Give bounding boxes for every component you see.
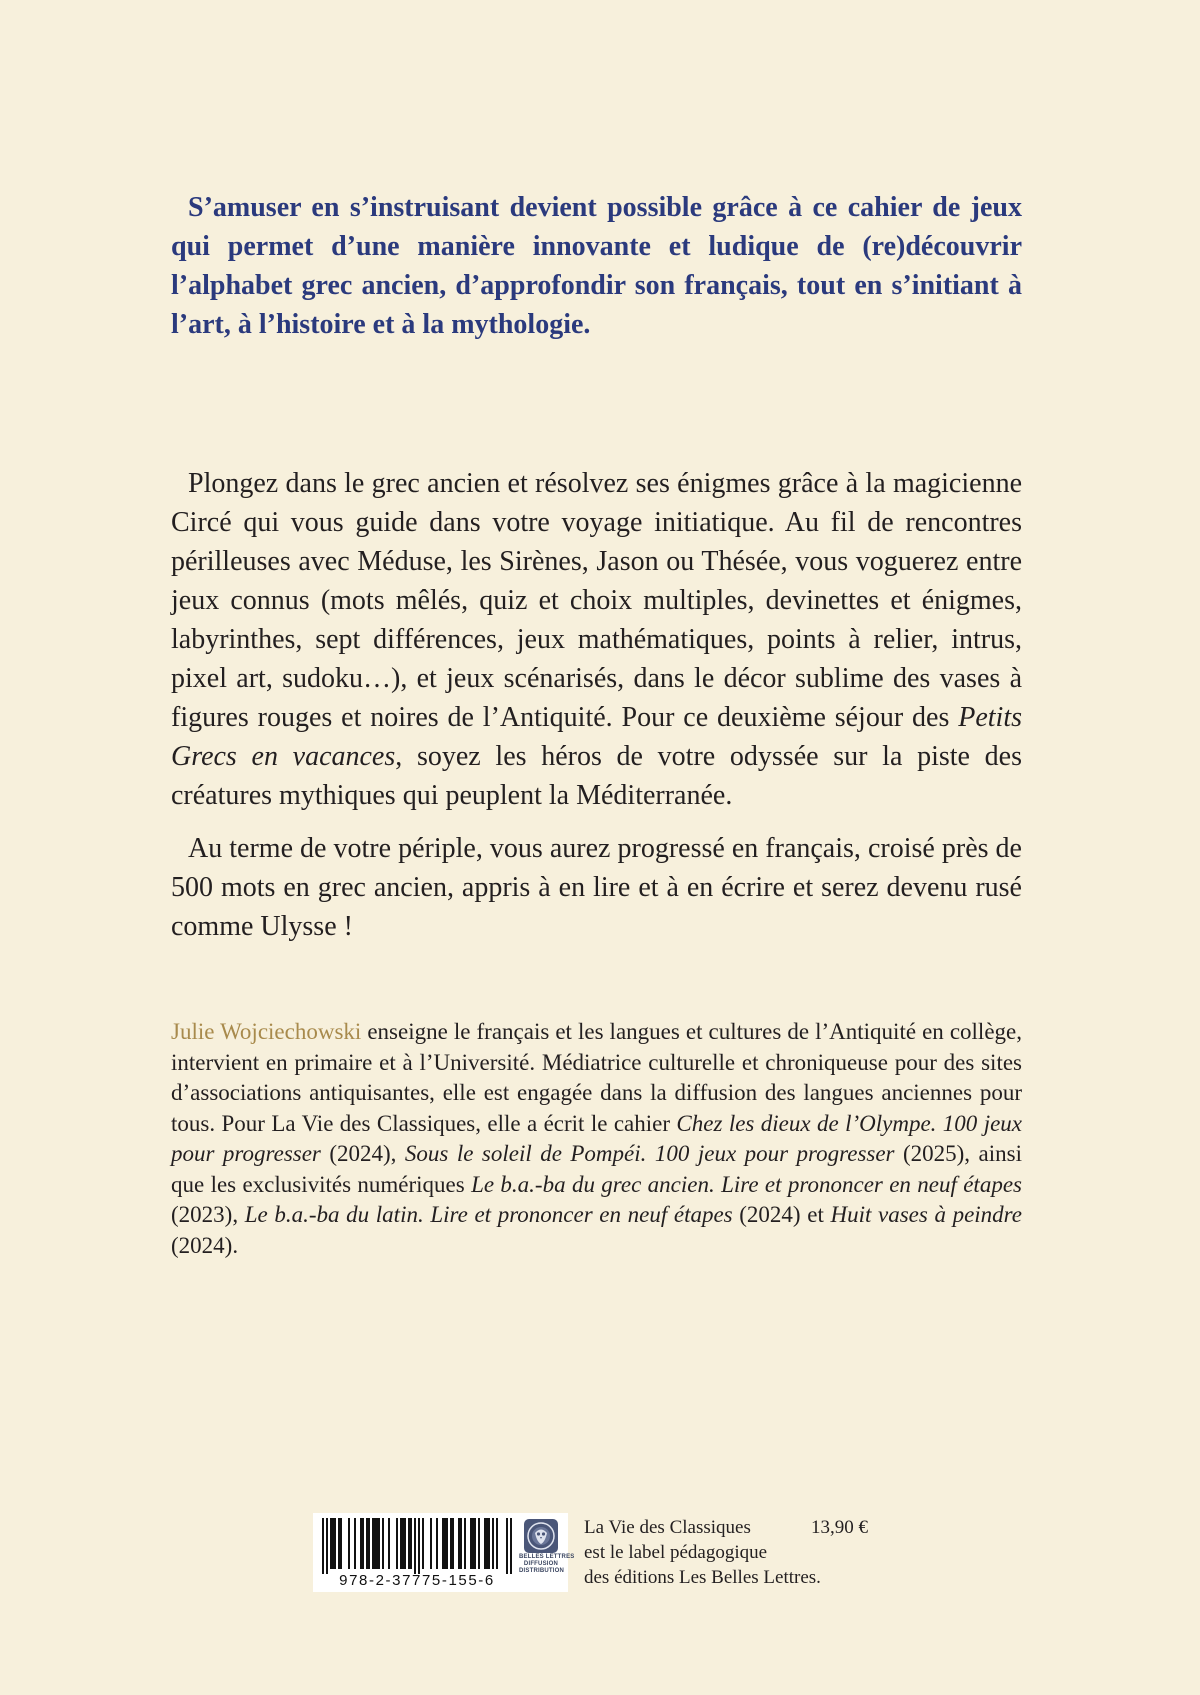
barcode-bar xyxy=(470,1518,476,1569)
book-title: Le b.a.-ba du latin. Lire et prononcer en neuf étapes xyxy=(244,1202,733,1227)
barcode-guard-bar xyxy=(414,1518,416,1574)
price: 13,90 € xyxy=(811,1517,868,1538)
description-paragraph-1 xyxy=(171,464,1022,815)
imprint-note xyxy=(584,1515,824,1590)
barcode-bar xyxy=(450,1518,454,1569)
author-bio xyxy=(171,1017,1022,1261)
barcode-bar xyxy=(372,1518,380,1569)
barcode-bar xyxy=(330,1518,336,1569)
series-title: Petits Grecs en vacances xyxy=(171,702,1022,772)
imprint-line: est le label pédagogique xyxy=(584,1542,768,1563)
blurb: S’amuser en s’instruisant devient possible grâce à ce cahier de jeux qui permet d’une manière innovante et ludique de (re)découvrir l’alphabet grec ancien, d’approfondir son français, tout en s’initiant à l’art, à l’histoire et à la mythologie. xyxy=(171,192,1022,340)
barcode xyxy=(322,1518,512,1574)
barcode-bar xyxy=(496,1518,498,1569)
logo-text: BELLES LETTRES xyxy=(519,1554,575,1560)
description-paragraph-2: Au terme de votre périple, vous aurez progressé en français, croisé près de 500 mots en grec ancien, appris à en lire et à en écrire et serez devenu rusé comme Ulysse ! xyxy=(171,833,1022,942)
imprint-line: La Vie des Classiques xyxy=(584,1517,751,1538)
logo-text: DISTRIBUTION xyxy=(519,1568,565,1574)
barcode-bar xyxy=(360,1518,364,1569)
barcode-bar xyxy=(478,1518,480,1569)
bio-text: (2024). xyxy=(171,1232,239,1258)
barcode-bar xyxy=(354,1518,356,1569)
book-title: Chez les dieux de l’Olympe. 100 jeux pour progresser xyxy=(171,1110,1023,1166)
barcode-bar xyxy=(436,1518,438,1569)
barcode-guard-bar xyxy=(510,1518,512,1574)
barcode-bar xyxy=(484,1518,490,1569)
book-title: Le b.a.-ba du grec ancien. Lire et prononcer en neuf étapes xyxy=(471,1171,1022,1197)
barcode-bar xyxy=(464,1518,466,1569)
book-title: Sous le soleil de Pompéi. 100 jeux pour progresser xyxy=(404,1141,895,1166)
barcode-guard-bar xyxy=(326,1518,328,1574)
barcode-guard-bar xyxy=(322,1518,324,1574)
barcode-bar xyxy=(388,1518,390,1569)
barcode-bar xyxy=(458,1518,462,1569)
distributor-logo xyxy=(519,1518,575,1588)
barcode-bar xyxy=(396,1518,398,1569)
barcode-bar xyxy=(338,1518,342,1569)
barcode-bar xyxy=(492,1518,494,1569)
barcode-bar xyxy=(422,1518,424,1569)
book-title: Huit vases à peindre xyxy=(830,1202,1022,1227)
barcode-label xyxy=(313,1513,575,1592)
isbn-number: 978-2-37775-155-6 xyxy=(339,1572,495,1589)
barcode-bar xyxy=(382,1518,384,1569)
logo-text: DIFFUSION xyxy=(523,1561,559,1567)
description-text: , soyez les héros de votre odyssée sur la piste des créatures mythiques qui peuplent la Méditerranée. xyxy=(171,741,1022,811)
bio-text: (2023), xyxy=(171,1202,245,1227)
bio-text: enseigne le français et les langues et cultures de l’Antiquité en collège, intervient en primaire et à l’Université. Médiatrice culturelle et chroniqueuse pour des sites d’associations antiquisantes, elle est engagée dans la diffusion des langues anciennes pour tous. Pour La Vie des Classiques, elle a écrit le cahier xyxy=(171,1019,1022,1136)
barcode-bar xyxy=(400,1518,406,1569)
distributor-emblem-icon xyxy=(523,1518,559,1554)
bio-text: (2024), xyxy=(320,1141,405,1166)
barcode-bar xyxy=(442,1518,448,1569)
description xyxy=(171,464,1022,946)
barcode-bar xyxy=(430,1518,432,1569)
barcode-bar xyxy=(366,1518,370,1569)
barcode-guard-bar xyxy=(506,1518,508,1574)
imprint-line: des éditions Les Belles Lettres. xyxy=(584,1567,821,1588)
description-text: Plongez dans le grec ancien et résolvez ses énigmes grâce à la magicienne Circé qui vous guide dans votre voyage initiatique. Au fil de rencontres périlleuses avec Méduse, les Sirènes, Jason ou Thésée, vous voguerez entre jeux connus (mots mêlés, quiz et choix multiples, devinettes et énigmes, labyrinthes, sept différences, jeux mathématiques, points à relier, intrus, pixel art, sudoku…), et jeux scénarisés, dans le décor sublime des vases à figures rouges et noires de l’Antiquité. Pour ce deuxième séjour des xyxy=(171,468,1022,733)
author-name: Julie Wojciechowski xyxy=(171,1019,362,1044)
bio-text: (2025), ainsi que les exclusivités numériques xyxy=(171,1141,1022,1197)
barcode-bar xyxy=(408,1518,412,1569)
barcode-guard-bar xyxy=(418,1518,420,1574)
barcode-bar xyxy=(348,1518,350,1569)
bio-text: (2024) et xyxy=(732,1202,831,1227)
